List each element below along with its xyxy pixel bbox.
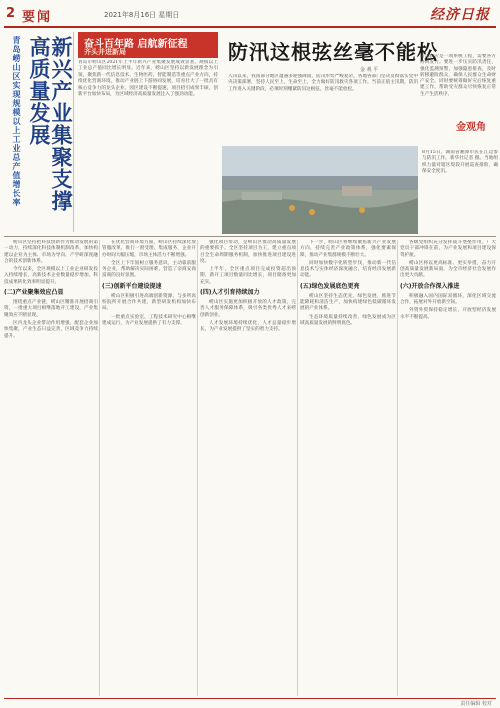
column-subheading: (二)产业聚集效应凸显 bbox=[4, 289, 64, 297]
feature-headline: 防汛这根弦丝毫不能松 bbox=[228, 40, 438, 64]
column-rule bbox=[397, 240, 398, 696]
paragraph: 生态环境质量持续改善，绿色发展成为区域高质量发展的鲜明底色。 bbox=[300, 314, 396, 326]
article-column-1 bbox=[4, 240, 98, 696]
paragraph: 积极融入国内国际双循环，深化区域交流合作，拓展对外开放新空间。 bbox=[400, 293, 496, 306]
paragraph: 强化项目带动，是崂山区推动高质量发展的重要抓手。全区坚持项目为王，建立重点项目全生命周期服务机制，加快推进项目建设进度。 bbox=[200, 240, 296, 264]
column-subheading: (四)人才引育持续加力 bbox=[200, 289, 260, 297]
section-divider bbox=[4, 236, 496, 237]
vertical-headline: 新兴产业集聚支撑高质量发展 bbox=[27, 36, 73, 212]
commentary-text: 防汛救灾是一项系统工程，需要各方协同发力。要进一步压实防汛责任，强化监测预警，加强隐患排查，及时转移避险群众，确保人民群众生命财产安全。同时要统筹做好灾后恢复重建工作，帮助受灾群众尽快恢复正常生产生活秩序。 bbox=[420, 54, 496, 97]
column-rule bbox=[297, 240, 298, 696]
banner-title: 奋斗百年路 启航新征程 bbox=[84, 39, 188, 50]
commentary-tag: 金观角 bbox=[456, 122, 486, 133]
paragraph: 各级党组织充分发挥战斗堡垒作用，广大党员干部冲锋在前，为产业发展和项目建设保驾护航。 bbox=[400, 240, 496, 258]
paragraph: 崂山区将以更高标准、更实举措，奋力开创高质量发展新局面，为全市经济社会发展作出更大贡献。 bbox=[400, 260, 496, 279]
anniversary-banner bbox=[78, 32, 218, 58]
feature-byline: 金 观 平 bbox=[360, 67, 379, 73]
masthead-rule bbox=[4, 26, 496, 28]
page-number: 2 bbox=[6, 6, 16, 21]
column-subheading: (三)创新平台建设提速 bbox=[102, 282, 162, 290]
paragraph: 崂山区实施更加积极开放的人才政策，完善人才服务保障体系，吸引各类优秀人才来崂创新创业。 bbox=[200, 300, 296, 318]
flood-scene-illustration bbox=[222, 146, 418, 234]
paragraph: 崂山区坚持把科技创新作为推动发展的第一动力，持续深化科技体制机制改革，加快构建以企业为主体、市场为导向、产学研深度融合的技术创新体系。 bbox=[4, 240, 98, 264]
paragraph: 全区上下牢固树立服务意识，主动靠前服务企业，帮助解决实际困难，营造了亲商安商富商的良好氛围。 bbox=[102, 260, 196, 279]
newspaper-logo: 经济日报 bbox=[430, 7, 490, 23]
footer-credits: 责任编辑 校对 bbox=[460, 701, 492, 707]
column-rule bbox=[197, 240, 198, 696]
paragraph: 崂山区积极引进高端创新资源，与多所高校院所开展合作共建，新型研发机构加快布局。 bbox=[102, 293, 196, 312]
masthead bbox=[0, 0, 500, 28]
issue-date: 2021年8月16日 星期日 bbox=[104, 11, 180, 19]
vertical-headline-column bbox=[4, 32, 74, 232]
column-subheading: (五)绿色发展底色更亮 bbox=[300, 282, 360, 290]
page-section-name: 要闻 bbox=[22, 10, 53, 25]
paragraph: 围绕重点产业链，崂山区精准开展招商引资，一批重大项目相继落地开工建设，产业集聚效应不断显现。 bbox=[4, 300, 98, 318]
intro-article-text: 青岛市崂山区2021年上半年新兴产业集聚发展成效显著，规模以上工业总产值同比增长明显。近年来，崂山区坚持以新发展理念为引领，聚焦新一代信息技术、生物医药、智能制造等重点产业方向，持续优化营商环境，推动产业链上下游协同发展，培育壮大了一批具有核心竞争力的龙头企业。园区建设不断提速，项目招引成果丰硕，创新平台加快布局，为区域经济高质量发展注入了强劲动能。 bbox=[78, 60, 218, 98]
feature-body-text: 入汛以来，我国部分地区遭遇多轮强降雨，防汛形势严峻复杂。各地各部门坚决贯彻落实党中央决策部署，坚持人民至上、生命至上，全力做好防汛救灾各项工作。当前正值主汛期，防汛工作进入关键阶段，必须时刻绷紧防汛这根弦，丝毫不能放松。 bbox=[228, 74, 418, 92]
article-column-5 bbox=[400, 240, 496, 696]
column-subheading: (六)开放合作深入推进 bbox=[400, 282, 460, 290]
paragraph: 在优化营商环境方面，崂山区持续深化放管服改革，推行一窗受理、集成服务，企业开办时间大幅压缩，市场主体活力不断增强。 bbox=[102, 240, 196, 258]
paragraph: 上半年，全区重点项目完成投资超出预期，新开工项目数量同比增长，项目储备更加充实。 bbox=[200, 267, 296, 285]
paragraph: 外资外贸保持稳定增长，开放型经济发展水平不断提高。 bbox=[400, 308, 496, 320]
article-column-2 bbox=[102, 240, 196, 696]
article-column-4 bbox=[300, 240, 396, 696]
paragraph: 下一步，崂山区将继续聚焦新兴产业发展方向，持续完善产业政策体系，强化要素保障，推动产业集群规模不断壮大。 bbox=[300, 240, 396, 258]
banner-subtitle: 齐头并进新局 bbox=[84, 48, 126, 56]
paragraph: 人才发展环境持续优化，人才总量稳步增长，为产业发展提供了坚实的智力支持。 bbox=[200, 320, 296, 333]
paragraph: 今年以来，全区规模以上工业企业研发投入持续增长，高新技术企业数量稳步增加，科技成果转化效率明显提升。 bbox=[4, 267, 98, 285]
column-rule bbox=[99, 240, 100, 696]
paragraph: 崂山区坚持生态优先、绿色发展，推进节能降耗和清洁生产，加快构建绿色低碳循环发展的产业体系。 bbox=[300, 293, 396, 312]
page-footer bbox=[4, 698, 496, 706]
paragraph: 同时加快数字化转型步伐，推动新一代信息技术与实体经济深度融合，培育经济发展新动能。 bbox=[300, 260, 396, 279]
vertical-kicker: 青岛崂山区实现规模以上工业总产值增长率 bbox=[12, 36, 21, 207]
article-column-3 bbox=[200, 240, 296, 696]
photo-caption: 8月15日，湖南省湘潭市民在江边参与防汛工作。新华社记者 摄。当地组织力量对辖区堤段开展巡查排险，确保安全度汛。 bbox=[422, 150, 498, 174]
paragraph: 区内龙头企业带动作用增强，配套企业加快集聚，产业生态日益完善，区域竞争力持续提升。 bbox=[4, 320, 98, 339]
paragraph: 一批重点实验室、工程技术研究中心相继建成运行，为产业发展提供了有力支撑。 bbox=[102, 314, 196, 326]
news-photo bbox=[222, 146, 418, 234]
